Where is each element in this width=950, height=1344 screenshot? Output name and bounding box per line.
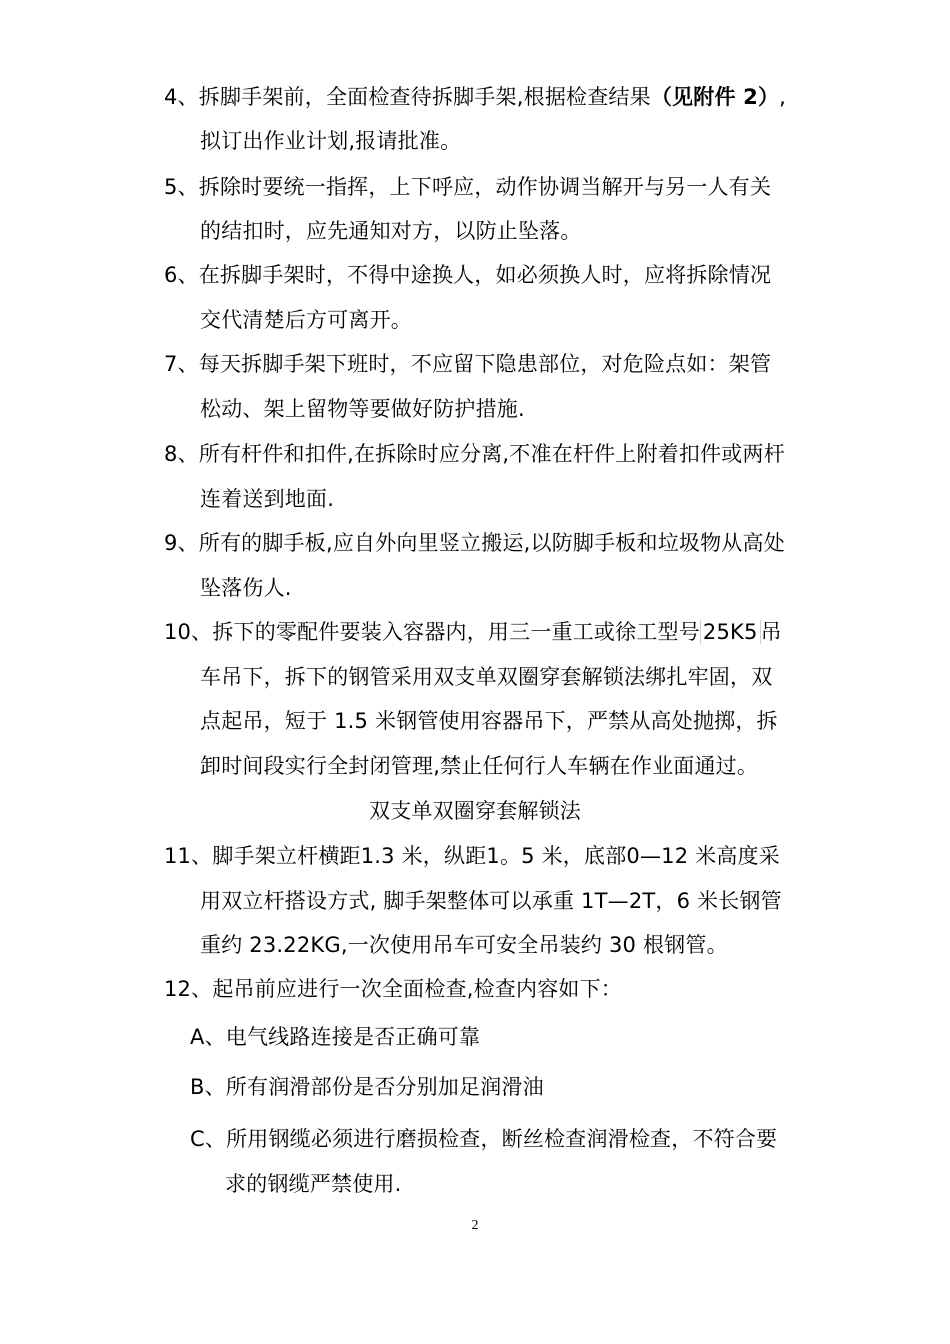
item-10-line-2: 车吊下，拆下的钢管采用双支单双圈穿套解锁法绑扎牢固，双 bbox=[200, 665, 773, 689]
item-12-sub-a: A、电气线路连接是否正确可靠 bbox=[190, 1025, 481, 1049]
item-5-line-1: 5、拆除时要统一指挥，上下呼应，动作协调当解开与另一人有关 bbox=[164, 175, 772, 199]
item-10-model-code: 25K5 bbox=[700, 620, 761, 644]
item-8-line-1: 8、所有杆件和扣件,在拆除时应分离,不准在杆件上附着扣件或两杆 bbox=[164, 442, 785, 466]
page-number: 2 bbox=[471, 1218, 479, 1233]
item-11-line-1: 11、脚手架立杆横距1.3 米，纵距1。5 米，底部0—12 米高度采 bbox=[164, 844, 780, 868]
item-8-line-2: 连着送到地面. bbox=[200, 487, 335, 511]
item-10-line-1 bbox=[164, 617, 782, 647]
item-10-text: 10、拆下的零配件要装入容器内，用三一重工或徐工型号 bbox=[164, 620, 700, 644]
item-10-line-3: 点起吊，短于 1.5 米钢管使用容器吊下，严禁从高处抛掷，拆 bbox=[200, 709, 778, 733]
item-7-line-2: 松动、架上留物等要做好防护措施. bbox=[200, 397, 525, 421]
item-4-bold-reference: （见附件 2） bbox=[650, 85, 780, 109]
method-caption: 双支单双圈穿套解锁法 bbox=[369, 799, 581, 823]
item-10-text-end: 吊 bbox=[760, 620, 782, 644]
item-4-punct: , bbox=[779, 85, 787, 109]
item-12-sub-b: B、所有润滑部份是否分别加足润滑油 bbox=[190, 1075, 544, 1099]
item-11-line-2: 用双立杆搭设方式, 脚手架整体可以承重 1T—2T，6 米长钢管 bbox=[200, 889, 782, 913]
item-4-line-2: 拟订出作业计划,报请批准。 bbox=[200, 129, 462, 153]
item-11-line-3: 重约 23.22KG,一次使用吊车可安全吊装约 30 根钢管。 bbox=[200, 933, 728, 957]
item-4-text: 4、拆脚手架前，全面检查待拆脚手架,根据检查结果 bbox=[164, 85, 651, 109]
item-6-line-1: 6、在拆脚手架时，不得中途换人，如必须换人时，应将拆除情况 bbox=[164, 263, 772, 287]
item-9-line-2: 坠落伤人. bbox=[200, 576, 292, 600]
item-5-line-2: 的结扣时，应先通知对方，以防止坠落。 bbox=[200, 219, 582, 243]
item-6-line-2: 交代清楚后方可离开。 bbox=[200, 308, 412, 332]
item-4-line-1 bbox=[164, 82, 786, 112]
item-12-line-1: 12、起吊前应进行一次全面检查,检查内容如下： bbox=[164, 977, 622, 1001]
item-9-line-1: 9、所有的脚手板,应自外向里竖立搬运,以防脚手板和垃圾物从高处 bbox=[164, 531, 785, 555]
item-12-sub-c-line-2: 求的钢缆严禁使用. bbox=[225, 1172, 402, 1196]
item-12-sub-c-line-1: C、所用钢缆必须进行磨损检查，断丝检查润滑检查，不符合要 bbox=[190, 1127, 778, 1151]
item-10-line-4: 卸时间段实行全封闭管理,禁止任何行人车辆在作业面通过。 bbox=[200, 754, 759, 778]
item-7-line-1: 7、每天拆脚手架下班时，不应留下隐患部位，对危险点如：架管 bbox=[164, 352, 772, 376]
